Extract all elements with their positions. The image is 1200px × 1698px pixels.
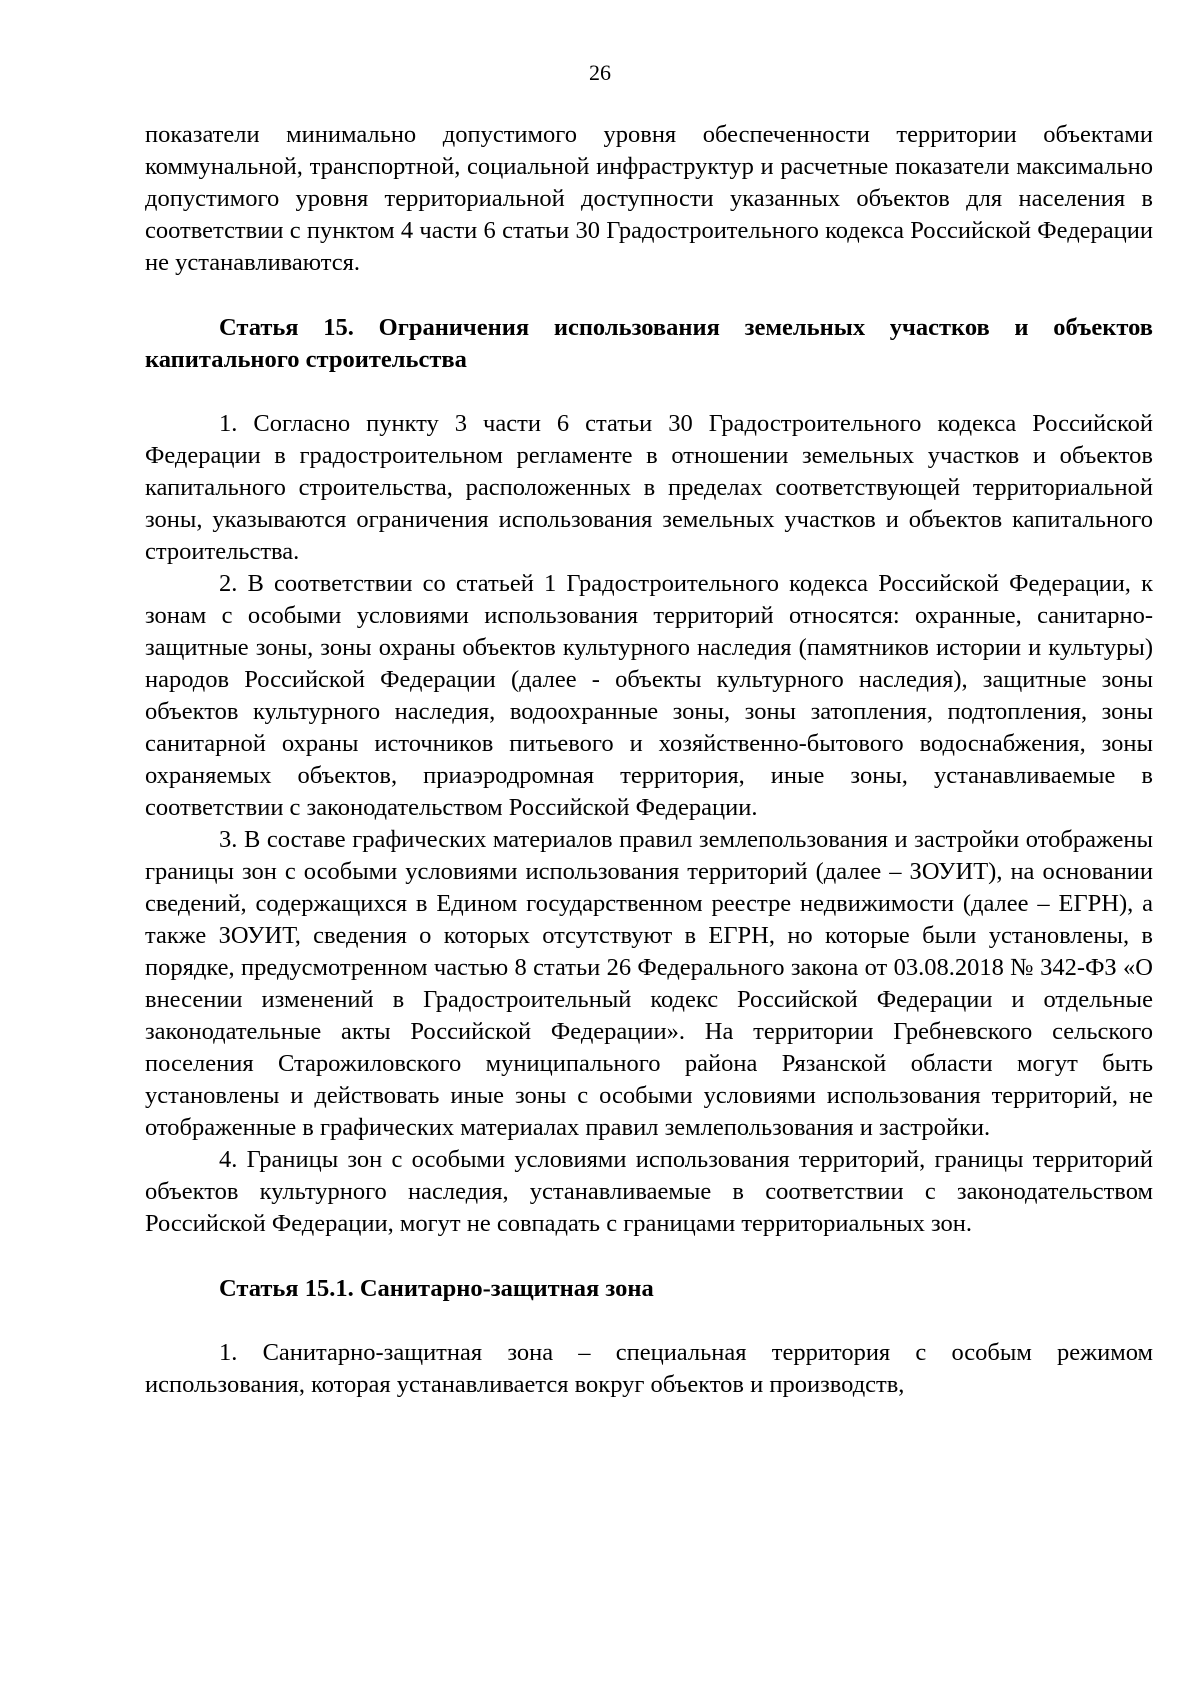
article-15-paragraph-2: 2. В соответствии со статьей 1 Градостроительного кодекса Российской Федерации, к зонам с особыми условиями использования территорий относятся: охранные, санитарно-защитные зоны, зоны охраны объектов культурного наследия (памятников истории и культуры) народов Российской Федерации (далее - объекты культурного наследия), защитные зоны объектов культурного наследия, водоохранные зоны, зоны затопления, подтопления, зоны санитарной охраны источников питьевого и хозяйственно-бытового водоснабжения, зоны охраняемых объектов, приаэродромная территория, иные зоны, устанавливаемые в соответствии с законодательством Российской Федерации. [145, 570, 1153, 821]
article-15-1-paragraph-1: 1. Санитарно-защитная зона – специальная территория с особым режимом использования, которая устанавливается вокруг объектов и производств, [145, 1339, 1153, 1398]
article-15-paragraph-4: 4. Границы зон с особыми условиями использования территорий, границы территорий объектов культурного наследия, устанавливаемые в соответствии с законодательством Российской Федерации, могут не совпадать с границами территориальных зон. [145, 1146, 1153, 1237]
intro-paragraph: показатели минимально допустимого уровня обеспеченности территории объектами коммунальной, транспортной, социальной инфраструктур и расчетные показатели максимально допустимого уровня территориальной доступности указанных объектов для населения в соответствии с пунктом 4 части 6 статьи 30 Градостроительного кодекса Российской Федерации не устанавливаются. [145, 121, 1153, 276]
article-15-heading: Статья 15. Ограничения использования земельных участков и объектов капитального строительства [145, 314, 1153, 373]
document-body [145, 119, 1153, 1401]
article-15-1-heading: Статья 15.1. Санитарно-защитная зона [219, 1275, 654, 1302]
article-15-paragraph-1: 1. Согласно пункту 3 части 6 статьи 30 Градостроительного кодекса Российской Федерации в градостроительном регламенте в отношении земельных участков и объектов капитального строительства, расположенных в пределах соответствующей территориальной зоны, указываются ограничения использования земельных участков и объектов капитального строительства. [145, 410, 1153, 565]
article-15-paragraph-3: 3. В составе графических материалов правил землепользования и застройки отображены границы зон с особыми условиями использования территорий (далее – ЗОУИТ), на основании сведений, содержащихся в Едином государственном реестре недвижимости (далее – ЕГРН), а также ЗОУИТ, сведения о которых отсутствуют в ЕГРН, но которые были установлены, в порядке, предусмотренном частью 8 статьи 26 Федерального закона от 03.08.2018 № 342-ФЗ «О внесении изменений в Градостроительный кодекс Российской Федерации и отдельные законодательные акты Российской Федерации». На территории Гребневского сельского поселения Старожиловского муниципального района Рязанской области могут быть установлены и действовать иные зоны с особыми условиями использования территорий, не отображенные в графических материалах правил землепользования и застройки. [145, 826, 1153, 1141]
page-number: 26 [589, 60, 611, 85]
